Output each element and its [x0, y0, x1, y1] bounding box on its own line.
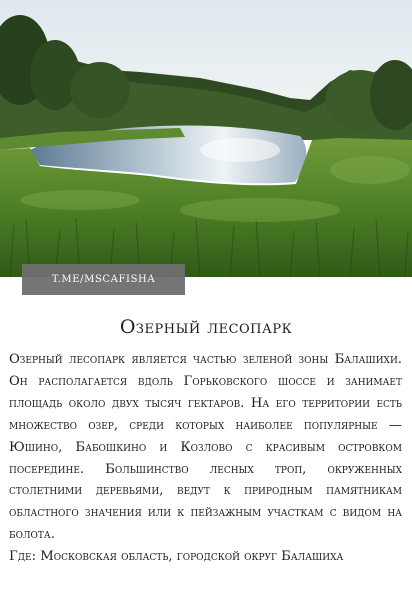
article-title: Озерный лесопарк — [119, 316, 293, 338]
article-location: Где: Московская область, городской округ Балашиха — [9, 549, 344, 565]
article-body — [9, 349, 402, 568]
source-badge-label: T.ME/MSCAFISHA — [51, 274, 156, 285]
source-badge[interactable] — [22, 264, 185, 295]
article-paragraph: Озерный лесопарк является частью зеленой зоны Балашихи. Он располагается вдоль Горьковского шоссе и занимает площадь около двух тысяч гектаров. На его территории есть множество озер, среди которых наиболее популярные — Юшино, Бабошкино и Козлово с красивым островком посередине. Большинство лесных троп, окруженных столетними деревьями, ведут к природным памятникам областного значения или к пейзажным участкам с видом на болота. — [9, 352, 402, 543]
lake-forest-photo — [0, 0, 412, 277]
